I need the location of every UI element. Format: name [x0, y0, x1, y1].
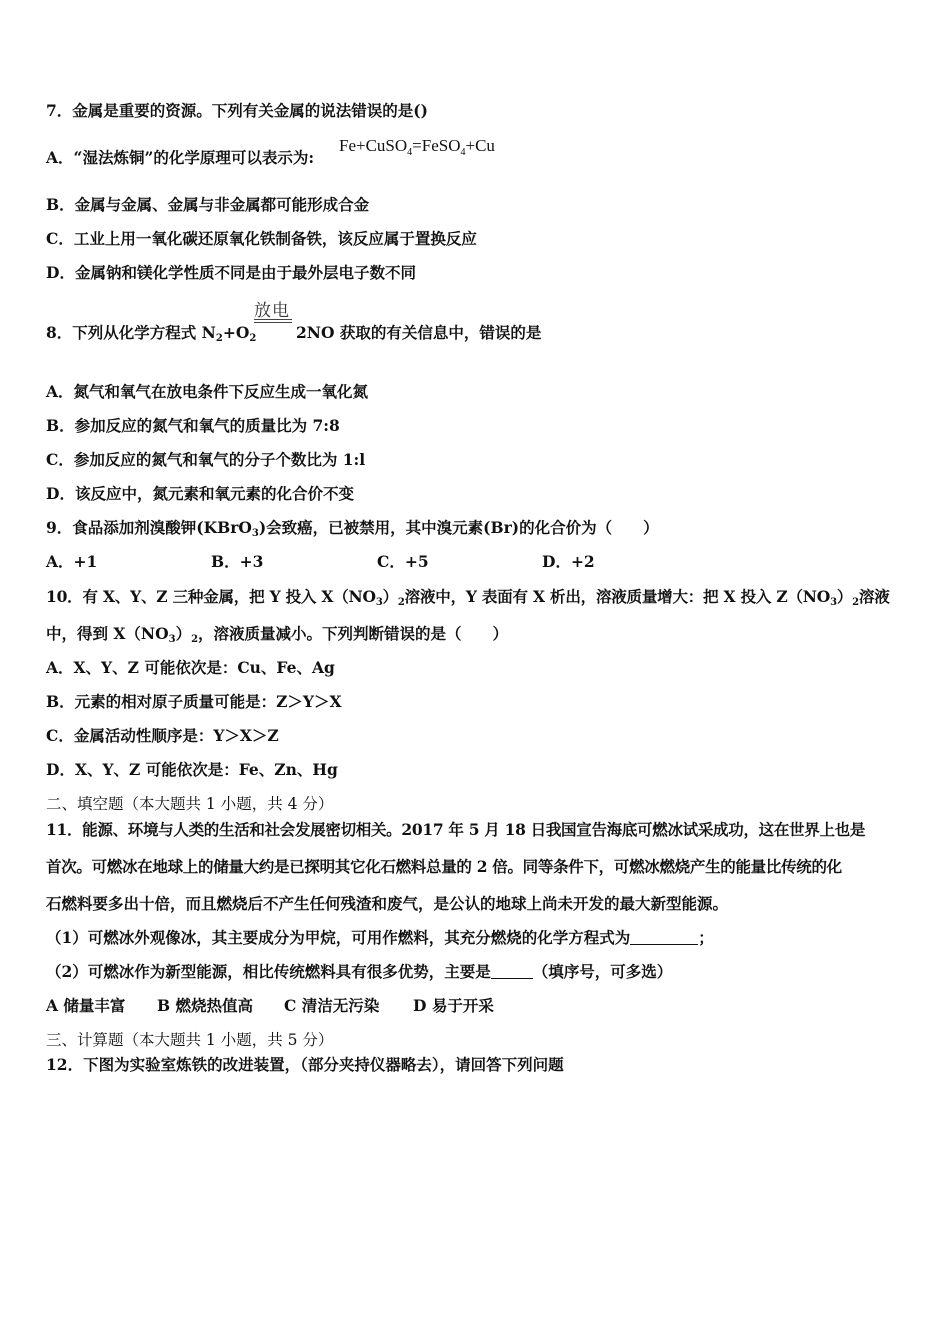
q9-option-b: B．+3 — [211, 552, 264, 571]
q12-stem: 12．下图为实验室炼铁的改进装置，（部分夹持仪器略去），请回答下列问题 — [46, 1055, 564, 1074]
q11-option-b: B 燃烧热值高 — [157, 996, 253, 1015]
q7-option-b: B．金属与金属、金属与非金属都可能形成合金 — [46, 195, 370, 214]
q11-sub2-answer-blank[interactable] — [491, 964, 533, 979]
q10-option-a: A．X、Y、Z 可能依次是：Cu、Fe、Ag — [46, 658, 335, 677]
section-calculation-heading: 三、计算题（本大题共 1 小题，共 5 分） — [46, 1031, 334, 1049]
q11-sub2: （2）可燃冰作为新型能源，相比传统燃料具有很多优势，主要是 （填序号，可多选） — [46, 962, 673, 981]
q8-equals-line-bottom — [254, 322, 292, 323]
q9-option-a: A．+1 — [46, 552, 98, 571]
q8-reaction-condition: 放电 — [254, 301, 290, 321]
q7-option-c: C．工业上用一氧化碳还原氧化铁制备铁，该反应属于置换反应 — [46, 229, 477, 248]
q9-option-c: C．+5 — [377, 552, 429, 571]
q7-option-d: D．金属钠和镁化学性质不同是由于最外层电子数不同 — [46, 263, 416, 282]
q11-line3: 石燃料要多出十倍，而且燃烧后不产生任何残渣和废气，是公认的地球上尚未开发的最大新型能源。 — [46, 894, 729, 913]
section-fill-in-heading: 二、填空题（本大题共 1 小题，共 4 分） — [46, 795, 334, 813]
q11-sub1-answer-blank[interactable] — [630, 930, 698, 945]
q10-stem-line1: 10．有 X、Y、Z 三种金属，把 Y 投入 $X(NO_3)_2$溶液中，Y 表面有 X 析出，溶液质量增大：把 X 投入 $Z(NO_3)_2$溶液 — [46, 587, 890, 608]
q8-option-d: D．该反应中，氮元素和氧元素的化合价不变 — [46, 484, 354, 503]
q7-equation: Fe+CuSO$_4$=FeSO$_4$+Cu — [339, 136, 495, 158]
q10-stem-line2: 中，得到 $X(NO_3)_2$，溶液质量减小。下列判断错误的是（ ） — [46, 624, 509, 645]
q7-stem: 7．金属是重要的资源。下列有关金属的说法错误的是() — [46, 101, 428, 120]
q8-option-b: B．参加反应的氮气和氧气的质量比为 7:8 — [46, 416, 340, 435]
q11-sub1: （1）可燃冰外观像冰，其主要成分为甲烷，可用作燃料，其充分燃烧的化学方程式为 ； — [46, 928, 714, 947]
q9-stem: 9．食品添加剂溴酸钾(KBrO$_3$)会致癌，已被禁用，其中溴元素(Br)的化合价为（ ） — [46, 518, 659, 539]
q8-option-a: A．氮气和氧气在放电条件下反应生成一氧化氮 — [46, 382, 369, 401]
q11-line2: 首次。可燃冰在地球上的储量大约是已探明其它化石燃料总量的 2 倍。同等条件下，可燃冰燃烧产生的能量比传统的化 — [46, 857, 842, 876]
q8-equals-line-top — [254, 319, 292, 320]
q11-option-a: A 储量丰富 — [46, 996, 126, 1015]
q11-option-c: C 清洁无污染 — [284, 996, 380, 1015]
q10-option-b: B．元素的相对原子质量可能是：Z＞Y＞X — [46, 692, 342, 711]
q8-stem-left: 8．下列从化学方程式 $N_2+O_2$ — [46, 323, 257, 344]
q11-option-d: D 易于开采 — [413, 996, 494, 1015]
q7-option-a — [46, 148, 314, 168]
q10-option-c: C．金属活动性顺序是：Y＞X＞Z — [46, 726, 279, 745]
q10-option-d: D．X、Y、Z 可能依次是：Fe、Zn、Hg — [46, 760, 338, 779]
q9-option-d: D．+2 — [542, 552, 595, 571]
q8-option-c: C．参加反应的氮气和氧气的分子个数比为 1:l — [46, 450, 366, 469]
q8-stem-right: 2NO 获取的有关信息中，错误的是 — [296, 323, 542, 342]
q11-line1: 11．能源、环境与人类的生活和社会发展密切相关。2017 年 5 月 18 日我国宣告海底可燃冰试采成功，这在世界上也是 — [46, 820, 866, 839]
q7-option-a-text: A．“湿法炼铜”的化学原理可以表示为: — [46, 148, 315, 167]
